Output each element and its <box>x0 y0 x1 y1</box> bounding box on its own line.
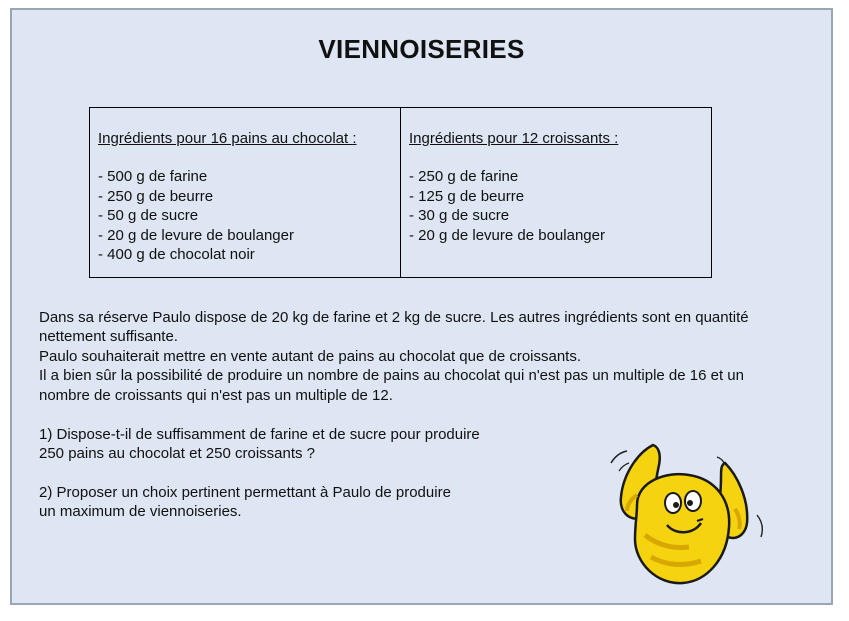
croissant-mascot-icon <box>597 435 775 590</box>
pains-ingredient-list <box>98 167 392 264</box>
statement-line: nettement suffisante. <box>39 328 178 346</box>
list-item: - 500 g de farine <box>98 168 208 186</box>
question-line: 250 pains au chocolat et 250 croissants ? <box>39 445 316 463</box>
list-item: - 250 g de farine <box>409 168 519 186</box>
pains-heading: Ingrédients pour 16 pains au chocolat : <box>98 130 357 147</box>
question-line: 2) Proposer un choix pertinent permettant à Paulo de produire <box>39 484 451 501</box>
croissants-heading: Ingrédients pour 12 croissants : <box>409 130 619 147</box>
croissants-column <box>400 108 711 277</box>
statement-line: nombre de croissants qui n'est pas un multiple de 12. <box>39 386 393 404</box>
list-item: - 20 g de levure de boulanger <box>409 226 605 244</box>
question-line: un maximum de viennoiseries. <box>39 503 242 521</box>
list-item: - 250 g de beurre <box>98 187 214 205</box>
worksheet-frame <box>10 8 833 605</box>
list-item: - 20 g de levure de boulanger <box>98 226 294 244</box>
problem-statement <box>39 308 839 405</box>
statement-line: Dans sa réserve Paulo dispose de 20 kg de farine et 2 kg de sucre. Les autres ingrédients sont en quantité <box>39 309 749 326</box>
question-line: 1) Dispose-t-il de suffisamment de farine et de sucre pour produire <box>39 426 480 443</box>
list-item: - 50 g de sucre <box>98 207 199 225</box>
list-item: - 400 g de chocolat noir <box>98 246 255 264</box>
list-item: - 30 g de sucre <box>409 207 510 225</box>
statement-line: Il a bien sûr la possibilité de produire un nombre de pains au chocolat qui n'est pas un multiple de 16 et un <box>39 367 744 385</box>
ingredients-table <box>89 107 712 278</box>
statement-line: Paulo souhaiterait mettre en vente autant de pains au chocolat que de croissants. <box>39 347 582 365</box>
croissants-ingredient-list <box>409 167 703 245</box>
pains-au-chocolat-column <box>90 108 400 277</box>
list-item: - 125 g de beurre <box>409 187 525 205</box>
page-title: VIENNOISERIES <box>318 34 525 64</box>
